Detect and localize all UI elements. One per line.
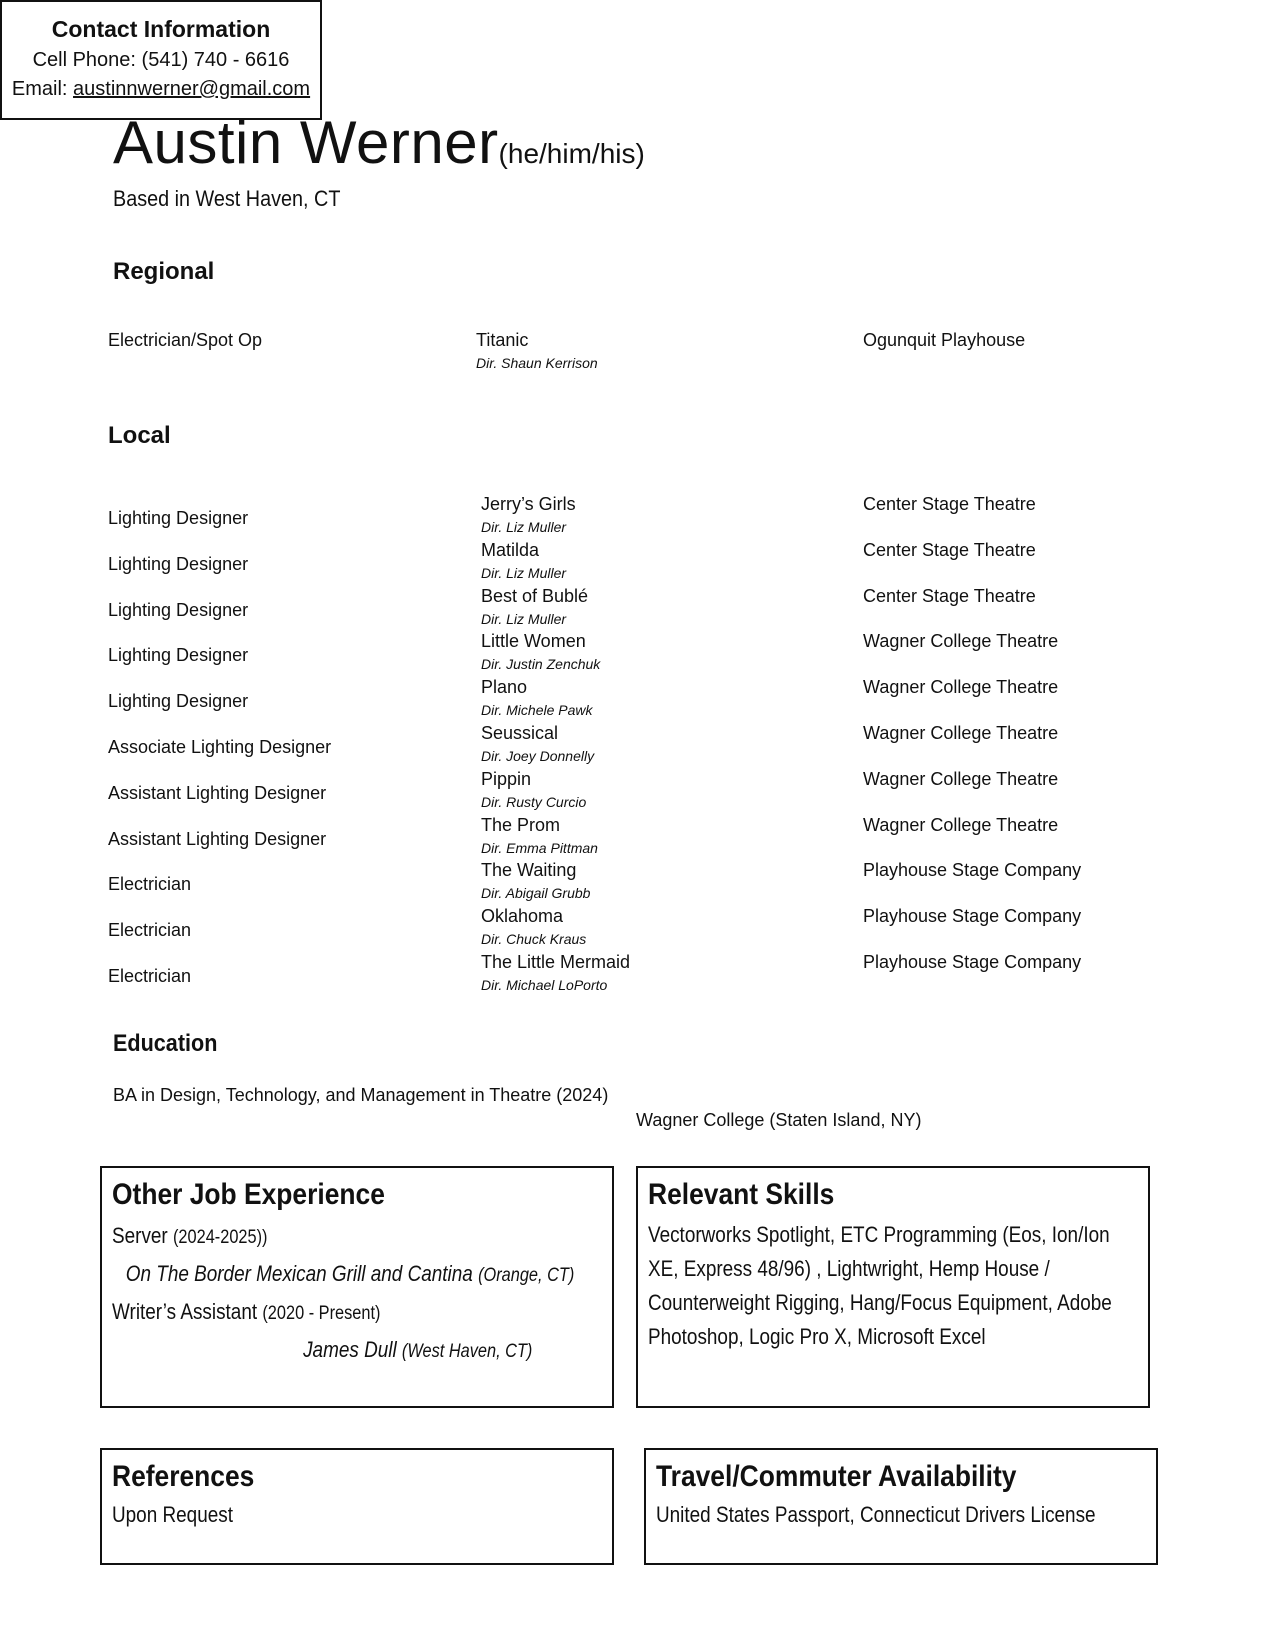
references-box xyxy=(100,1448,614,1565)
local-role: Electrician xyxy=(108,920,192,941)
local-director: Dir. Liz Muller xyxy=(481,519,567,535)
local-venue: Wagner College Theatre xyxy=(863,677,1059,698)
local-role: Lighting Designer xyxy=(108,599,249,620)
local-venue: Wagner College Theatre xyxy=(863,631,1059,652)
local-venue: Wagner College Theatre xyxy=(863,723,1059,743)
contact-box xyxy=(0,0,322,120)
location: Based in West Haven, CT xyxy=(113,186,341,211)
job1-dates: (2024-2025)) xyxy=(172,1227,268,1248)
local-role: Electrician xyxy=(108,966,192,986)
local-role: Electrician xyxy=(108,874,192,895)
local-show: The Prom xyxy=(481,814,561,835)
local-director: Dir. Liz Muller xyxy=(481,610,567,627)
email-label: Email: xyxy=(11,78,74,100)
local-role: Assistant Lighting Designer xyxy=(108,782,327,803)
local-director: Dir. Liz Muller xyxy=(481,564,567,581)
local-venue: Center Stage Theatre xyxy=(863,539,1036,560)
pronouns: (he/him/his) xyxy=(498,138,645,169)
local-venue: Center Stage Theatre xyxy=(863,494,1036,514)
job1-place-line xyxy=(112,1256,601,1294)
job2-title: Writer’s Assistant xyxy=(112,1299,258,1324)
local-show: The Waiting xyxy=(481,860,577,881)
local-show: Seussical xyxy=(481,723,559,743)
local-show: Oklahoma xyxy=(481,906,564,927)
local-director: Dir. Michael LoPorto xyxy=(481,977,608,993)
local-director: Dir. Rusty Curcio xyxy=(481,793,587,810)
section-heading-education: Education xyxy=(113,1030,218,1057)
local-director: Dir. Michele Pawk xyxy=(481,702,593,719)
local-venue: Playhouse Stage Company xyxy=(863,906,1082,927)
local-director: Dir. Abigail Grubb xyxy=(481,885,591,902)
education-degree: BA in Design, Technology, and Management in Theatre (2024) xyxy=(113,1085,609,1105)
job1-line xyxy=(112,1218,601,1256)
local-show: Pippin xyxy=(481,768,532,789)
local-show: The Little Mermaid xyxy=(481,952,631,972)
local-venue: Wagner College Theatre xyxy=(863,768,1059,789)
name-text: Austin Werner xyxy=(113,109,499,176)
other-job-body xyxy=(112,1218,601,1370)
other-job-box xyxy=(100,1166,614,1408)
other-job-heading: Other Job Experience xyxy=(112,1178,385,1211)
local-venue: Center Stage Theatre xyxy=(863,585,1036,606)
travel-heading: Travel/Commuter Availability xyxy=(656,1460,1017,1493)
local-director: Dir. Joey Donnelly xyxy=(481,748,595,764)
local-role: Assistant Lighting Designer xyxy=(108,828,327,849)
local-show: Jerry’s Girls xyxy=(481,494,576,514)
education-school: Wagner College (Staten Island, NY) xyxy=(636,1110,922,1130)
resume-name xyxy=(113,108,645,177)
job2-place-line xyxy=(112,1332,534,1370)
references-text: Upon Request xyxy=(112,1502,233,1527)
regional-venue: Ogunquit Playhouse xyxy=(863,330,1026,350)
job1-title: Server xyxy=(112,1223,168,1248)
skills-heading: Relevant Skills xyxy=(648,1178,835,1211)
job2-place: James Dull xyxy=(303,1337,397,1362)
local-role: Lighting Designer xyxy=(108,553,249,574)
skills-box xyxy=(636,1166,1150,1408)
local-role: Lighting Designer xyxy=(108,645,249,666)
travel-text: United States Passport, Connecticut Drivers License xyxy=(656,1502,1096,1527)
skills-text: Vectorworks Spotlight, ETC Programming (Eos, Ion/Ion XE, Express 48/96) , Lightwright, Hemp House / Counterweight Rigging, Hang/Focus Equipment, Adobe Photoshop, Logic Pro X, Microsoft Excel xyxy=(648,1222,1112,1349)
local-show: Plano xyxy=(481,677,528,698)
travel-box xyxy=(644,1448,1158,1565)
local-show: Matilda xyxy=(481,539,540,560)
local-show: Best of Bublé xyxy=(481,585,589,606)
contact-phone: Cell Phone: (541) 740 - 6616 xyxy=(32,49,290,71)
regional-show: Titanic xyxy=(476,330,529,350)
local-venue: Wagner College Theatre xyxy=(863,814,1059,835)
job2-dates: (2020 - Present) xyxy=(262,1303,381,1324)
job1-location: (Orange, CT) xyxy=(478,1265,575,1286)
local-role: Lighting Designer xyxy=(108,508,249,528)
section-heading-regional: Regional xyxy=(113,258,215,285)
local-show: Little Women xyxy=(481,631,586,652)
local-director: Dir. Chuck Kraus xyxy=(481,931,587,948)
regional-role: Electrician/Spot Op xyxy=(108,330,263,350)
contact-title: Contact Information xyxy=(51,16,271,42)
job2-line xyxy=(112,1294,601,1332)
job2-location: (West Haven, CT) xyxy=(401,1341,533,1362)
local-venue: Playhouse Stage Company xyxy=(863,860,1082,881)
local-role: Lighting Designer xyxy=(108,691,249,712)
local-venue: Playhouse Stage Company xyxy=(863,952,1082,972)
local-director: Dir. Justin Zenchuk xyxy=(481,656,601,673)
local-role: Associate Lighting Designer xyxy=(108,737,332,757)
job1-place: On The Border Mexican Grill and Cantina xyxy=(125,1261,473,1286)
local-director: Dir. Emma Pittman xyxy=(481,839,598,856)
contact-email-line xyxy=(2,78,320,101)
regional-director: Dir. Shaun Kerrison xyxy=(476,355,598,371)
email-link[interactable]: austinnwerner@gmail.com xyxy=(73,78,311,100)
section-heading-local: Local xyxy=(108,422,171,449)
references-heading: References xyxy=(112,1460,255,1493)
